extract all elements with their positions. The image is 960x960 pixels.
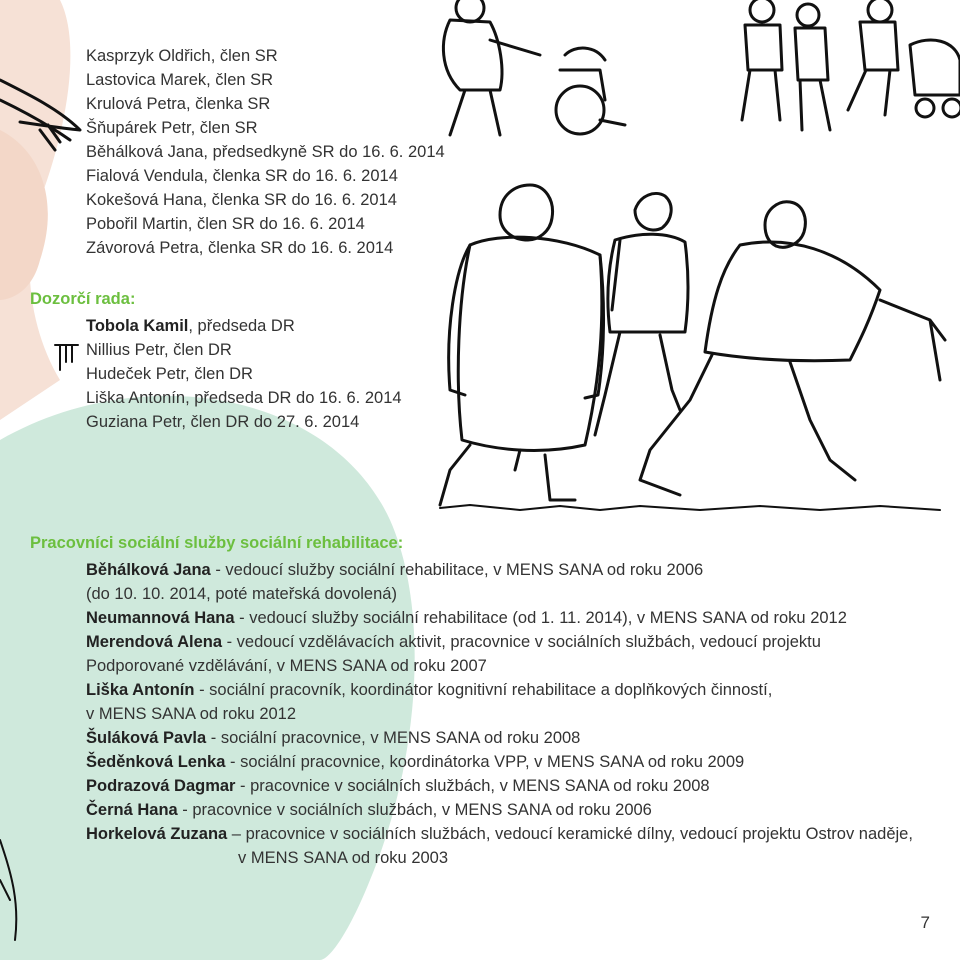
- left-hand-bottom-sketch: [0, 840, 16, 940]
- sr-member: Běhálková Jana, předsedkyně SR do 16. 6. 2014: [86, 143, 445, 161]
- staff-text: – pracovnice v sociálních službách, vedoucí keramické dílny, vedoucí projektu Ostrov naděje,: [227, 825, 913, 843]
- staff-text: - vedoucí služby sociální rehabilitace, v MENS SANA od roku 2006: [210, 561, 704, 579]
- walking-woman-sketch: [595, 194, 688, 435]
- pracovnici-heading: Pracovníci sociální služby sociální rehabilitace:: [30, 534, 404, 552]
- staff-row: [86, 630, 946, 654]
- staff-text: - sociální pracovnice, koordinátorka VPP, v MENS SANA od roku 2009: [225, 753, 745, 771]
- staff-row: [86, 558, 946, 582]
- staff-row: [86, 846, 946, 870]
- staff-name: Šuláková Pavla: [86, 729, 207, 747]
- staff-row: [86, 822, 946, 846]
- walking-man-sketch: [440, 185, 604, 505]
- wheelchair-sketch-icon: [443, 0, 625, 135]
- staff-text: - vedoucí vzdělávacích aktivit, pracovnice v sociálních službách, vedoucí projektu: [222, 633, 821, 651]
- sr-member: Fialová Vendula, členka SR do 16. 6. 2014: [86, 167, 398, 185]
- staff-row: [86, 606, 946, 630]
- staff-text: v MENS SANA od roku 2003: [238, 849, 449, 867]
- rake-icon: [55, 345, 78, 370]
- staff-row: [86, 774, 946, 798]
- sr-member: Kasprzyk Oldřich, člen SR: [86, 47, 278, 65]
- ground-scribble: [440, 505, 940, 510]
- staff-text: (do 10. 10. 2014, poté mateřská dovolená): [86, 585, 397, 603]
- dr-member: [86, 386, 402, 410]
- dr-member: [86, 362, 402, 386]
- sr-member: Závorová Petra, členka SR do 16. 6. 2014: [86, 239, 394, 257]
- sr-member: Šňupárek Petr, člen SR: [86, 119, 258, 137]
- staff-text: - pracovnice v sociálních službách, v MENS SANA od roku 2006: [177, 801, 652, 819]
- staff-row: [86, 798, 946, 822]
- dr-member-role: Guziana Petr, člen DR do 27. 6. 2014: [86, 413, 360, 431]
- staff-row: [86, 678, 946, 702]
- dr-member: [86, 338, 402, 362]
- page-number: 7: [920, 913, 930, 932]
- staff-name: Neumannová Hana: [86, 609, 235, 627]
- staff-name: Merendová Alena: [86, 633, 223, 651]
- staff-name: Liška Antonín: [86, 681, 195, 699]
- staff-text: Podporované vzdělávání, v MENS SANA od roku 2007: [86, 657, 487, 675]
- dr-member: [86, 314, 402, 338]
- staff-row: [86, 750, 946, 774]
- dr-member-name: Tobola Kamil: [86, 317, 189, 335]
- staff-row: [86, 726, 946, 750]
- staff-text: - sociální pracovník, koordinátor kognitivní rehabilitace a doplňkových činností,: [194, 681, 773, 699]
- dr-member-role: Nillius Petr, člen DR: [86, 341, 232, 359]
- staff-text: - pracovnice v sociálních službách, v MENS SANA od roku 2008: [235, 777, 710, 795]
- pracovnici-list: [86, 558, 946, 870]
- dr-member-role: Hudeček Petr, člen DR: [86, 365, 253, 383]
- dr-member-role: , předseda DR: [188, 317, 295, 335]
- dozorci-rada-list: [86, 314, 402, 434]
- stroller-sketch-icon: [910, 40, 960, 117]
- dr-member: [86, 410, 402, 434]
- sr-members-list: [86, 44, 445, 260]
- people-walking-sketch-icon: [742, 0, 898, 130]
- dr-member-role: Liška Antonín, předseda DR do 16. 6. 2014: [86, 389, 402, 407]
- staff-row: [86, 702, 946, 726]
- staff-name: Běhálková Jana: [86, 561, 211, 579]
- staff-text: - sociální pracovnice, v MENS SANA od roku 2008: [206, 729, 581, 747]
- staff-name: Šeděnková Lenka: [86, 753, 226, 771]
- sr-member: Pobořil Martin, člen SR do 16. 6. 2014: [86, 215, 365, 233]
- sr-member: Krulová Petra, členka SR: [86, 95, 271, 113]
- staff-row: [86, 582, 946, 606]
- staff-name: Podrazová Dagmar: [86, 777, 236, 795]
- staff-text: - vedoucí služby sociální rehabilitace (od 1. 11. 2014), v MENS SANA od roku 2012: [234, 609, 847, 627]
- staff-name: Černá Hana: [86, 801, 178, 819]
- sr-member: Lastovica Marek, člen SR: [86, 71, 274, 89]
- staff-name: Horkelová Zuzana: [86, 825, 228, 843]
- dozorci-rada-heading: Dozorčí rada:: [30, 290, 136, 308]
- staff-row: [86, 654, 946, 678]
- hand-sketch-icon: [0, 80, 80, 150]
- sr-member: Kokešová Hana, členka SR do 16. 6. 2014: [86, 191, 397, 209]
- staff-text: v MENS SANA od roku 2012: [86, 705, 297, 723]
